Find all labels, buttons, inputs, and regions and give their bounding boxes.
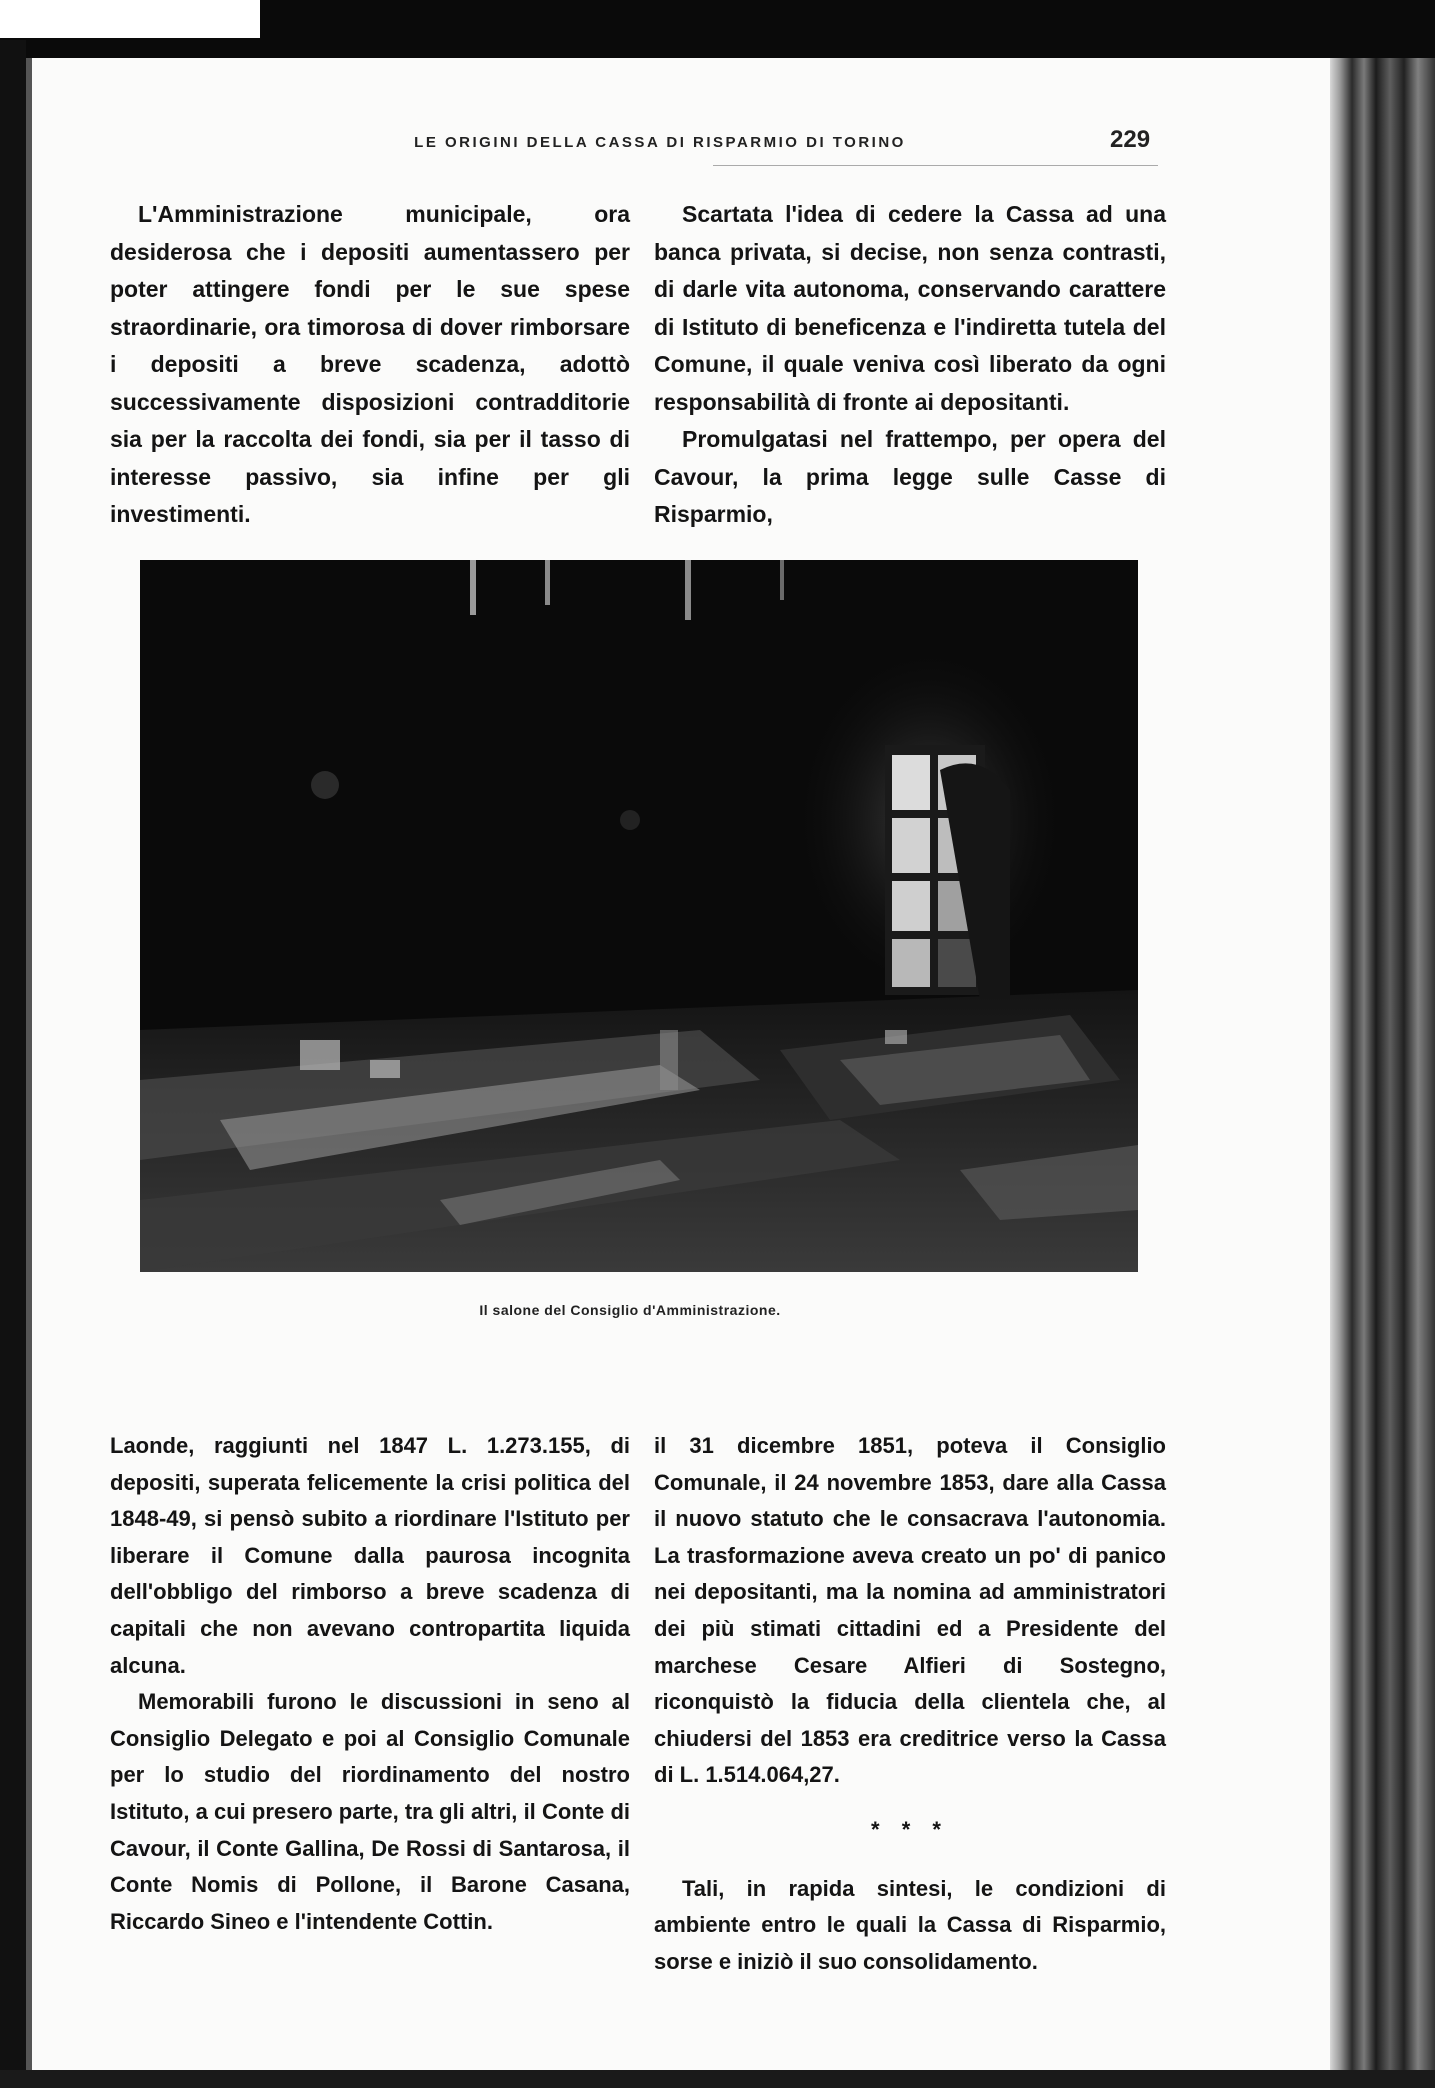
paragraph: Laonde, raggiunti nel 1847 L. 1.273.155, di depositi, superata felicemente la crisi politica del 1848-49, si pensò subito a riordinare l'Istituto per liberare il Comune dalla paurosa incognita dell'obbligo del rimborso a breve scadenza di capitali che non avevano contropartita liquida alcuna. xyxy=(110,1433,630,1678)
header-rule xyxy=(713,165,1158,166)
paragraph: Tali, in rapida sintesi, le condizioni di ambiente entro le quali la Cassa di Risparmio, sorse e iniziò il suo consolidamento. xyxy=(654,1875,1166,1974)
paragraph: il 31 dicembre 1851, poteva il Consiglio Comunale, il 24 novembre 1853, dare alla Cassa il nuovo statuto che le consacrava l'autonomia. La trasformazione aveva creato un po' di panico nei depositanti, ma la nomina ad amministratori dei più stimati cittadini ed a Presidente del marchese Cesare Alfieri di Sostegno, riconquistò la fiducia della clientela che, al chiudersi del 1853 era creditrice verso la Cassa di L. 1.514.064,27. xyxy=(654,1433,1166,1788)
scan-frame-bottom xyxy=(0,2070,1435,2088)
figure-caption: Il salone del Consiglio d'Amministrazione. xyxy=(479,1302,781,1318)
column-bottom-right xyxy=(654,1428,1166,1980)
photograph-image xyxy=(140,560,1138,1272)
book-page-edges xyxy=(1330,58,1435,2070)
photograph-council-hall xyxy=(140,560,1138,1272)
paragraph: L'Amministrazione municipale, ora desiderosa che i depositi aumentassero per poter attingere fondi per le sue spese straordinarie, ora timorosa di dover rimborsare i depositi a breve scadenza, adottò successivamente disposizioni contradditorie sia per la raccolta dei fondi, sia per il tasso di interesse passivo, sia infine per gli investimenti. xyxy=(110,201,630,527)
scan-frame-corner xyxy=(0,0,260,38)
column-top-right xyxy=(654,196,1166,534)
column-bottom-left xyxy=(110,1428,630,1940)
column-top-left xyxy=(110,196,630,534)
scan-frame-left xyxy=(0,40,26,2088)
paragraph: Promulgatasi nel frattempo, per opera del Cavour, la prima legge sulle Casse di Risparmio, xyxy=(654,426,1166,527)
paragraph: Memorabili furono le discussioni in seno al Consiglio Delegato e poi al Consiglio Comunale per lo studio del riordinamento del nostro Istituto, a cui presero parte, tra gli altri, il Conte di Cavour, il Conte Gallina, De Rossi di Santarosa, il Conte Nomis di Pollone, il Barone Casana, Riccardo Sineo e l'intendente Cottin. xyxy=(110,1689,630,1934)
section-separator: * * * xyxy=(871,1816,949,1842)
paragraph: Scartata l'idea di cedere la Cassa ad una banca privata, si decise, non senza contrasti, di darle vita autonoma, conservando carattere di Istituto di beneficenza e l'indiretta tutela del Comune, il quale veniva così liberato da ogni responsabilità di fronte ai depositanti. xyxy=(654,201,1166,415)
running-title: LE ORIGINI DELLA CASSA DI RISPARMIO DI TORINO xyxy=(414,134,906,151)
page-number: 229 xyxy=(1110,126,1151,153)
window xyxy=(885,745,1010,1000)
